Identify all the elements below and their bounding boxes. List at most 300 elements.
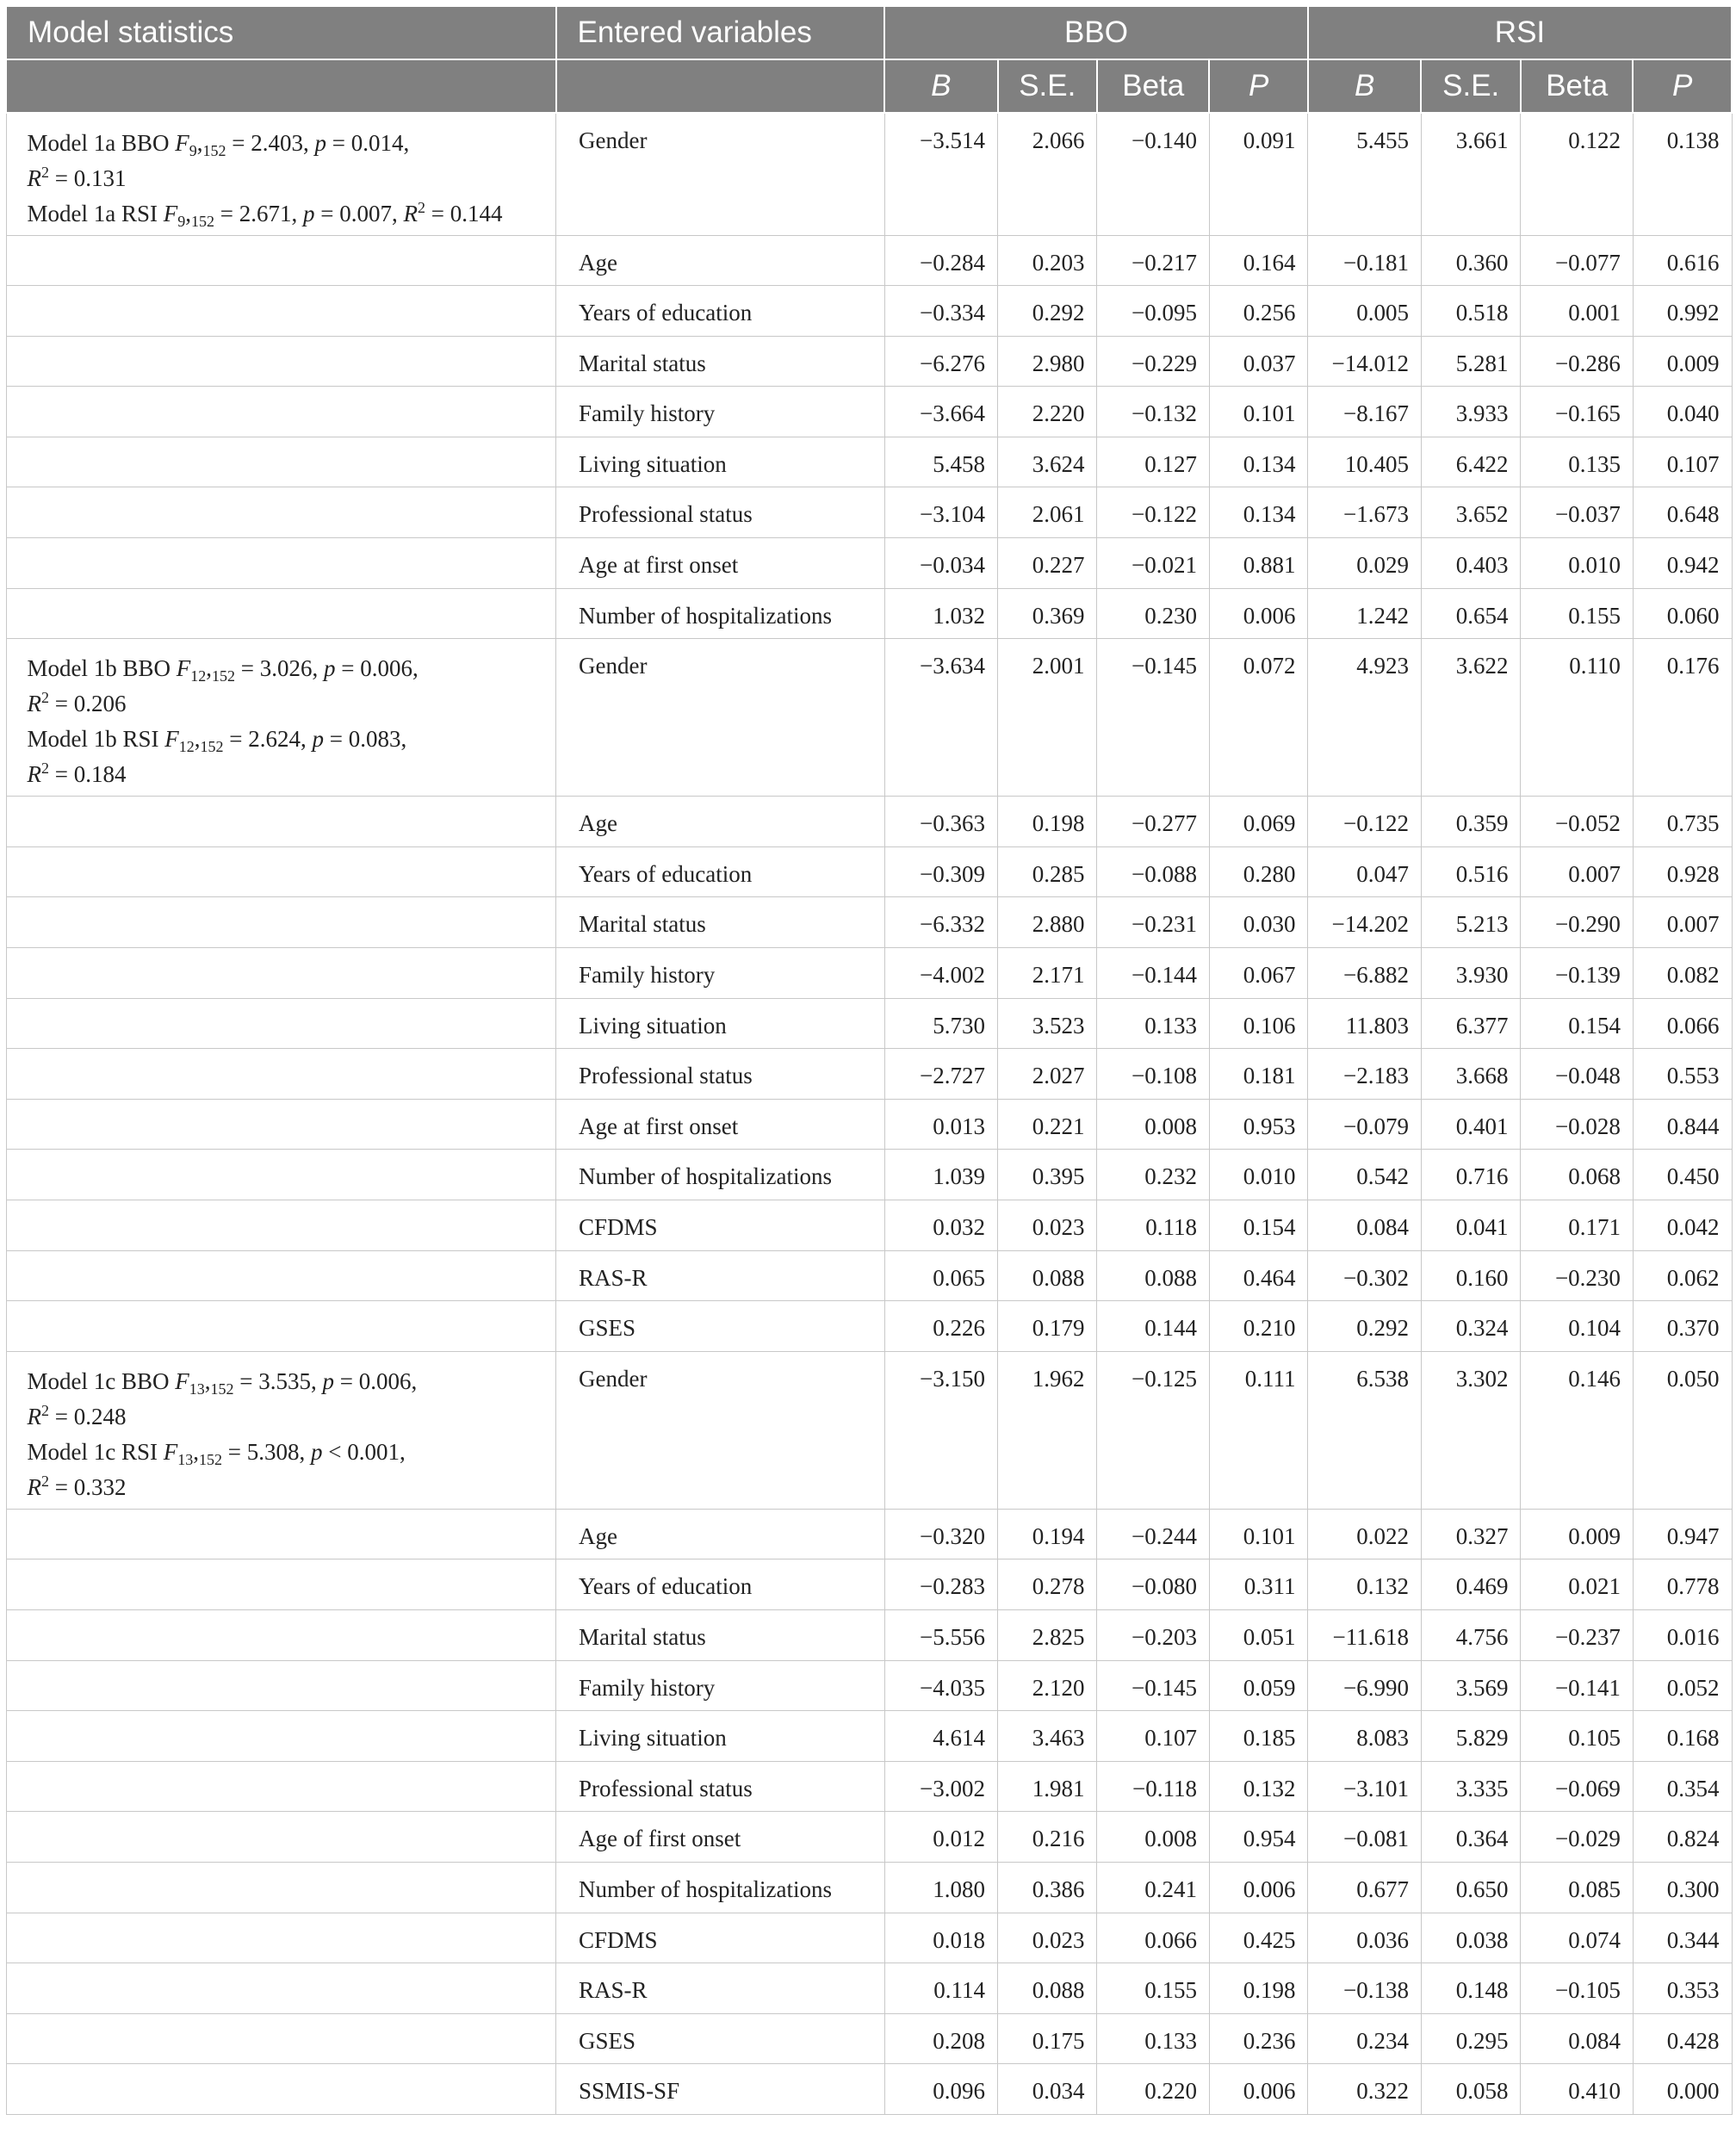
rsi-se-cell: 0.058 — [1421, 2064, 1520, 2115]
model-label: Model 1a BBO — [27, 130, 176, 156]
rsi-p-cell: 0.040 — [1633, 387, 1732, 437]
bbo-beta-cell: 0.220 — [1097, 2064, 1210, 2115]
rsi-beta-cell: −0.052 — [1521, 797, 1634, 847]
p-symbol: p — [310, 1438, 323, 1465]
model-statistics-empty — [6, 1963, 556, 2014]
rsi-se-cell: 3.933 — [1421, 387, 1520, 437]
model-statistics-empty — [6, 948, 556, 999]
rsi-beta-cell: 0.410 — [1521, 2064, 1634, 2115]
model-statistics-empty — [6, 1250, 556, 1301]
header-entered-variables: Entered variables — [556, 6, 885, 59]
model-statistics-empty — [6, 1761, 556, 1812]
bbo-b-cell: −6.276 — [884, 336, 998, 387]
table-row — [6, 437, 1732, 487]
rsi-p-cell: 0.007 — [1633, 897, 1732, 948]
entered-variable: Number of hospitalizations — [556, 588, 885, 639]
f-value: = 5.308, — [222, 1438, 311, 1465]
model-stat-line — [28, 1470, 539, 1505]
bbo-beta-cell: 0.088 — [1097, 1250, 1210, 1301]
entered-variable: Age — [556, 797, 885, 847]
table-row — [6, 1301, 1732, 1352]
bbo-p-cell: 0.010 — [1209, 1150, 1307, 1200]
bbo-p-cell: 0.006 — [1209, 1862, 1307, 1913]
bbo-se-cell: 2.001 — [998, 639, 1097, 797]
bbo-se-cell: 0.216 — [998, 1812, 1097, 1863]
table-row — [6, 1150, 1732, 1200]
rsi-b-cell: 4.923 — [1308, 639, 1422, 797]
bbo-se-cell: 3.463 — [998, 1711, 1097, 1762]
entered-variable: Years of education — [556, 846, 885, 897]
bbo-se-cell: 0.198 — [998, 797, 1097, 847]
header-bbo-b: B — [884, 59, 998, 113]
rsi-beta-cell: 0.146 — [1521, 1351, 1634, 1509]
entered-variable: RAS-R — [556, 1963, 885, 2014]
bbo-beta-cell: −0.231 — [1097, 897, 1210, 948]
f-value: = 2.403, — [226, 130, 315, 156]
rsi-p-cell: 0.428 — [1633, 2013, 1732, 2064]
bbo-beta-cell: −0.140 — [1097, 113, 1210, 235]
model-statistics-empty — [6, 1200, 556, 1251]
rsi-se-cell: 0.516 — [1421, 846, 1520, 897]
bbo-beta-cell: 0.133 — [1097, 2013, 1210, 2064]
f-comma: , — [194, 726, 201, 753]
model-stat-line — [28, 196, 539, 232]
table-row — [6, 998, 1732, 1049]
table-row — [6, 1200, 1732, 1251]
entered-variable: Years of education — [556, 1559, 885, 1610]
rsi-se-cell: 4.756 — [1421, 1609, 1520, 1660]
rsi-b-cell: 0.036 — [1308, 1913, 1422, 1963]
rsi-b-cell: −3.101 — [1308, 1761, 1422, 1812]
table-row — [6, 897, 1732, 948]
p-value: = 0.007, — [314, 201, 404, 226]
entered-variable: Number of hospitalizations — [556, 1862, 885, 1913]
r-value: = 0.332 — [49, 1473, 127, 1500]
f-symbol: F — [175, 130, 189, 156]
bbo-beta-cell: 0.127 — [1097, 437, 1210, 487]
rsi-beta-cell: 0.074 — [1521, 1913, 1634, 1963]
rsi-b-cell: −11.618 — [1308, 1609, 1422, 1660]
table-row — [6, 2013, 1732, 2064]
bbo-b-cell: 0.114 — [884, 1963, 998, 2014]
model-label: Model 1b RSI — [27, 726, 165, 753]
rsi-b-cell: 0.047 — [1308, 846, 1422, 897]
bbo-b-cell: −3.514 — [884, 113, 998, 235]
bbo-p-cell: 0.198 — [1209, 1963, 1307, 2014]
bbo-b-cell: −3.104 — [884, 487, 998, 538]
rsi-p-cell: 0.107 — [1633, 437, 1732, 487]
f-symbol: F — [175, 1367, 189, 1394]
rsi-se-cell: 0.038 — [1421, 1913, 1520, 1963]
model-statistics-empty — [6, 1509, 556, 1559]
rsi-beta-cell: 0.009 — [1521, 1509, 1634, 1559]
table-row — [6, 1812, 1732, 1863]
rsi-p-cell: 0.138 — [1633, 113, 1732, 235]
model-statistics-cell — [6, 639, 556, 797]
header-model-statistics: Model statistics — [6, 6, 556, 59]
bbo-beta-cell: 0.008 — [1097, 1812, 1210, 1863]
model-statistics-empty — [6, 1609, 556, 1660]
entered-variable: SSMIS-SF — [556, 2064, 885, 2115]
rsi-b-cell: 11.803 — [1308, 998, 1422, 1049]
rsi-b-cell: −0.302 — [1308, 1250, 1422, 1301]
header-blank-var — [556, 59, 885, 113]
table-row — [6, 1250, 1732, 1301]
rsi-b-cell: −0.079 — [1308, 1099, 1422, 1150]
bbo-beta-cell: −0.203 — [1097, 1609, 1210, 1660]
bbo-p-cell: 0.030 — [1209, 897, 1307, 948]
rsi-beta-cell: 0.084 — [1521, 2013, 1634, 2064]
entered-variable: Living situation — [556, 1711, 885, 1762]
bbo-b-cell: −4.035 — [884, 1660, 998, 1711]
bbo-p-cell: 0.185 — [1209, 1711, 1307, 1762]
rsi-beta-cell: −0.237 — [1521, 1609, 1634, 1660]
rsi-beta-cell: 0.171 — [1521, 1200, 1634, 1251]
rsi-p-cell: 0.616 — [1633, 235, 1732, 286]
rsi-p-cell: 0.082 — [1633, 948, 1732, 999]
bbo-p-cell: 0.006 — [1209, 2064, 1307, 2115]
rsi-p-cell: 0.300 — [1633, 1862, 1732, 1913]
model-statistics-empty — [6, 1049, 556, 1100]
f-symbol: F — [163, 201, 178, 226]
bbo-beta-cell: 0.133 — [1097, 998, 1210, 1049]
rsi-beta-cell: 0.001 — [1521, 286, 1634, 337]
table-row — [6, 1761, 1732, 1812]
bbo-b-cell: 0.065 — [884, 1250, 998, 1301]
f-symbol: F — [163, 1438, 178, 1465]
rsi-p-cell: 0.062 — [1633, 1250, 1732, 1301]
entered-variable: Living situation — [556, 437, 885, 487]
r-squared: 2 — [41, 164, 49, 181]
bbo-se-cell: 2.120 — [998, 1660, 1097, 1711]
f-comma: , — [193, 1438, 199, 1465]
r-value: = 0.248 — [49, 1403, 127, 1429]
bbo-se-cell: 1.962 — [998, 1351, 1097, 1509]
rsi-b-cell: −2.183 — [1308, 1049, 1422, 1100]
rsi-p-cell: 0.050 — [1633, 1351, 1732, 1509]
bbo-p-cell: 0.954 — [1209, 1812, 1307, 1863]
bbo-se-cell: 0.203 — [998, 235, 1097, 286]
rsi-beta-cell: −0.141 — [1521, 1660, 1634, 1711]
bbo-b-cell: −0.334 — [884, 286, 998, 337]
model-statistics-empty — [6, 387, 556, 437]
rsi-p-cell: 0.066 — [1633, 998, 1732, 1049]
r-squared: 2 — [41, 1401, 49, 1419]
bbo-p-cell: 0.069 — [1209, 797, 1307, 847]
table-row — [6, 286, 1732, 337]
bbo-beta-cell: −0.118 — [1097, 1761, 1210, 1812]
bbo-se-cell: 0.088 — [998, 1250, 1097, 1301]
rsi-se-cell: 0.518 — [1421, 286, 1520, 337]
rsi-b-cell: 0.084 — [1308, 1200, 1422, 1251]
bbo-p-cell: 0.037 — [1209, 336, 1307, 387]
rsi-se-cell: 0.160 — [1421, 1250, 1520, 1301]
rsi-beta-cell: −0.037 — [1521, 487, 1634, 538]
model-statistics-empty — [6, 588, 556, 639]
bbo-b-cell: 0.226 — [884, 1301, 998, 1352]
f-df1: 9 — [189, 142, 197, 159]
model-label: Model 1a RSI — [27, 201, 164, 226]
table-row — [6, 1559, 1732, 1610]
f-symbol: F — [176, 655, 191, 682]
entered-variable: Age at first onset — [556, 538, 885, 589]
f-value: = 2.671, — [214, 201, 303, 226]
rsi-b-cell: 10.405 — [1308, 437, 1422, 487]
bbo-b-cell: −0.034 — [884, 538, 998, 589]
f-df2: 152 — [210, 1380, 234, 1398]
r-squared: 2 — [417, 199, 425, 216]
bbo-p-cell: 0.256 — [1209, 286, 1307, 337]
rsi-se-cell: 0.716 — [1421, 1150, 1520, 1200]
rsi-beta-cell: 0.104 — [1521, 1301, 1634, 1352]
rsi-se-cell: 3.622 — [1421, 639, 1520, 797]
bbo-p-cell: 0.953 — [1209, 1099, 1307, 1150]
rsi-b-cell: 8.083 — [1308, 1711, 1422, 1762]
rsi-beta-cell: 0.068 — [1521, 1150, 1634, 1200]
model-stat-line — [28, 686, 539, 722]
table-row — [6, 1660, 1732, 1711]
rsi-b-cell: 0.234 — [1308, 2013, 1422, 2064]
header-rsi-beta: Beta — [1521, 59, 1634, 113]
bbo-beta-cell: −0.125 — [1097, 1351, 1210, 1509]
bbo-b-cell: −3.634 — [884, 639, 998, 797]
bbo-p-cell: 0.101 — [1209, 387, 1307, 437]
entered-variable: Marital status — [556, 336, 885, 387]
bbo-b-cell: 5.730 — [884, 998, 998, 1049]
bbo-p-cell: 0.059 — [1209, 1660, 1307, 1711]
bbo-se-cell: 0.285 — [998, 846, 1097, 897]
header-bbo-se: S.E. — [998, 59, 1097, 113]
bbo-p-cell: 0.464 — [1209, 1250, 1307, 1301]
table-row — [6, 1049, 1732, 1100]
rsi-b-cell: −0.081 — [1308, 1812, 1422, 1863]
f-symbol: F — [164, 726, 179, 753]
entered-variable: CFDMS — [556, 1200, 885, 1251]
f-df2: 152 — [212, 667, 236, 685]
f-df1: 12 — [178, 738, 195, 756]
bbo-beta-cell: 0.144 — [1097, 1301, 1210, 1352]
table-row — [6, 588, 1732, 639]
rsi-se-cell: 3.652 — [1421, 487, 1520, 538]
header-group-rsi: RSI — [1308, 6, 1732, 59]
rsi-beta-cell: −0.290 — [1521, 897, 1634, 948]
bbo-beta-cell: −0.144 — [1097, 948, 1210, 999]
f-comma: , — [196, 130, 203, 156]
rsi-se-cell: 3.930 — [1421, 948, 1520, 999]
p-value: = 0.014, — [326, 130, 410, 156]
r-symbol: R — [27, 165, 41, 191]
model-statistics-empty — [6, 1301, 556, 1352]
bbo-b-cell: −6.332 — [884, 897, 998, 948]
rsi-b-cell: −14.202 — [1308, 897, 1422, 948]
rsi-se-cell: 3.302 — [1421, 1351, 1520, 1509]
model-stat-line — [28, 722, 539, 757]
rsi-b-cell: 0.022 — [1308, 1509, 1422, 1559]
bbo-se-cell: 3.624 — [998, 437, 1097, 487]
bbo-p-cell: 0.134 — [1209, 487, 1307, 538]
p-symbol: p — [322, 1367, 334, 1394]
bbo-b-cell: −2.727 — [884, 1049, 998, 1100]
rsi-se-cell: 3.569 — [1421, 1660, 1520, 1711]
entered-variable: Marital status — [556, 897, 885, 948]
table-row — [6, 948, 1732, 999]
r-symbol: R — [403, 201, 418, 226]
model-statistics-empty — [6, 336, 556, 387]
bbo-beta-cell: 0.066 — [1097, 1913, 1210, 1963]
table-row — [6, 1609, 1732, 1660]
entered-variable: Family history — [556, 1660, 885, 1711]
table-row — [6, 387, 1732, 437]
bbo-se-cell: 0.175 — [998, 2013, 1097, 2064]
bbo-beta-cell: −0.217 — [1097, 235, 1210, 286]
rsi-b-cell: −1.673 — [1308, 487, 1422, 538]
bbo-beta-cell: −0.108 — [1097, 1049, 1210, 1100]
model-statistics-empty — [6, 1660, 556, 1711]
f-comma: , — [185, 201, 191, 226]
table-row — [6, 1862, 1732, 1913]
bbo-beta-cell: −0.229 — [1097, 336, 1210, 387]
bbo-p-cell: 0.132 — [1209, 1761, 1307, 1812]
bbo-b-cell: −4.002 — [884, 948, 998, 999]
bbo-beta-cell: −0.145 — [1097, 639, 1210, 797]
bbo-p-cell: 0.051 — [1209, 1609, 1307, 1660]
bbo-b-cell: 4.614 — [884, 1711, 998, 1762]
bbo-p-cell: 0.067 — [1209, 948, 1307, 999]
rsi-b-cell: 0.132 — [1308, 1559, 1422, 1610]
entered-variable: Family history — [556, 948, 885, 999]
entered-variable: Professional status — [556, 487, 885, 538]
rsi-beta-cell: 0.154 — [1521, 998, 1634, 1049]
rsi-b-cell: 0.542 — [1308, 1150, 1422, 1200]
bbo-se-cell: 3.523 — [998, 998, 1097, 1049]
r-symbol: R — [27, 1403, 41, 1429]
table-row — [6, 1963, 1732, 2014]
rsi-p-cell: 0.370 — [1633, 1301, 1732, 1352]
rsi-b-cell: −0.181 — [1308, 235, 1422, 286]
bbo-b-cell: −0.284 — [884, 235, 998, 286]
rsi-se-cell: 0.148 — [1421, 1963, 1520, 2014]
model-label: Model 1c RSI — [27, 1438, 164, 1465]
f-value: = 3.535, — [233, 1367, 323, 1394]
table-row — [6, 1913, 1732, 1963]
f-comma: , — [204, 1367, 211, 1394]
rsi-p-cell: 0.168 — [1633, 1711, 1732, 1762]
entered-variable: RAS-R — [556, 1250, 885, 1301]
table-body — [6, 113, 1732, 2114]
p-value: = 0.083, — [324, 726, 407, 753]
model-stat-line — [28, 1364, 539, 1399]
bbo-se-cell: 0.227 — [998, 538, 1097, 589]
bbo-beta-cell: 0.155 — [1097, 1963, 1210, 2014]
f-value: = 3.026, — [235, 655, 324, 682]
model-stat-line — [28, 1399, 539, 1435]
bbo-se-cell: 0.023 — [998, 1200, 1097, 1251]
rsi-beta-cell: −0.029 — [1521, 1812, 1634, 1863]
header-rsi-se: S.E. — [1421, 59, 1520, 113]
rsi-p-cell: 0.553 — [1633, 1049, 1732, 1100]
p-symbol: p — [324, 655, 336, 682]
bbo-b-cell: 0.012 — [884, 1812, 998, 1863]
rsi-beta-cell: 0.135 — [1521, 437, 1634, 487]
entered-variable: Professional status — [556, 1049, 885, 1100]
bbo-beta-cell: 0.118 — [1097, 1200, 1210, 1251]
entered-variable: GSES — [556, 2013, 885, 2064]
p-symbol: p — [312, 726, 324, 753]
table-row — [6, 846, 1732, 897]
table-row — [6, 2064, 1732, 2115]
model-statistics-empty — [6, 2064, 556, 2115]
f-df2: 152 — [202, 142, 226, 159]
rsi-beta-cell: 0.085 — [1521, 1862, 1634, 1913]
table-row — [6, 1351, 1732, 1509]
r-value: = 0.144 — [425, 201, 503, 226]
rsi-beta-cell: 0.007 — [1521, 846, 1634, 897]
bbo-beta-cell: 0.232 — [1097, 1150, 1210, 1200]
rsi-se-cell: 3.661 — [1421, 113, 1520, 235]
rsi-b-cell: −6.882 — [1308, 948, 1422, 999]
header-group-bbo: BBO — [884, 6, 1308, 59]
model-statistics-empty — [6, 1913, 556, 1963]
entered-variable: Age — [556, 1509, 885, 1559]
rsi-b-cell: −0.138 — [1308, 1963, 1422, 2014]
entered-variable: Age of first onset — [556, 1812, 885, 1863]
bbo-b-cell: −3.664 — [884, 387, 998, 437]
f-comma: , — [206, 655, 213, 682]
rsi-beta-cell: −0.165 — [1521, 387, 1634, 437]
rsi-se-cell: 0.295 — [1421, 2013, 1520, 2064]
bbo-p-cell: 0.111 — [1209, 1351, 1307, 1509]
rsi-se-cell: 0.364 — [1421, 1812, 1520, 1863]
table-row — [6, 1509, 1732, 1559]
p-symbol: p — [302, 201, 315, 226]
bbo-b-cell: 5.458 — [884, 437, 998, 487]
bbo-se-cell: 2.880 — [998, 897, 1097, 948]
model-statistics-cell — [6, 113, 556, 235]
entered-variable: Professional status — [556, 1761, 885, 1812]
rsi-b-cell: 0.322 — [1308, 2064, 1422, 2115]
rsi-se-cell: 0.401 — [1421, 1099, 1520, 1150]
bbo-se-cell: 0.278 — [998, 1559, 1097, 1610]
rsi-p-cell: 0.992 — [1633, 286, 1732, 337]
model-statistics-cell — [6, 1351, 556, 1509]
table-row — [6, 797, 1732, 847]
rsi-b-cell: 1.242 — [1308, 588, 1422, 639]
r-squared: 2 — [41, 689, 49, 707]
model-statistics-empty — [6, 1559, 556, 1610]
entered-variable: Living situation — [556, 998, 885, 1049]
rsi-b-cell: 5.455 — [1308, 113, 1422, 235]
bbo-p-cell: 0.091 — [1209, 113, 1307, 235]
rsi-beta-cell: 0.105 — [1521, 1711, 1634, 1762]
r-symbol: R — [27, 1473, 41, 1500]
f-value: = 2.624, — [223, 726, 313, 753]
table-row — [6, 113, 1732, 235]
bbo-se-cell: 2.027 — [998, 1049, 1097, 1100]
model-stat-line — [28, 1435, 539, 1470]
rsi-se-cell: 5.829 — [1421, 1711, 1520, 1762]
rsi-p-cell: 0.450 — [1633, 1150, 1732, 1200]
model-label: Model 1b BBO — [27, 655, 177, 682]
model-statistics-empty — [6, 1862, 556, 1913]
bbo-beta-cell: −0.132 — [1097, 387, 1210, 437]
entered-variable: Gender — [556, 113, 885, 235]
model-statistics-empty — [6, 235, 556, 286]
bbo-p-cell: 0.181 — [1209, 1049, 1307, 1100]
rsi-p-cell: 0.052 — [1633, 1660, 1732, 1711]
bbo-p-cell: 0.311 — [1209, 1559, 1307, 1610]
entered-variable: Gender — [556, 1351, 885, 1509]
model-statistics-empty — [6, 538, 556, 589]
